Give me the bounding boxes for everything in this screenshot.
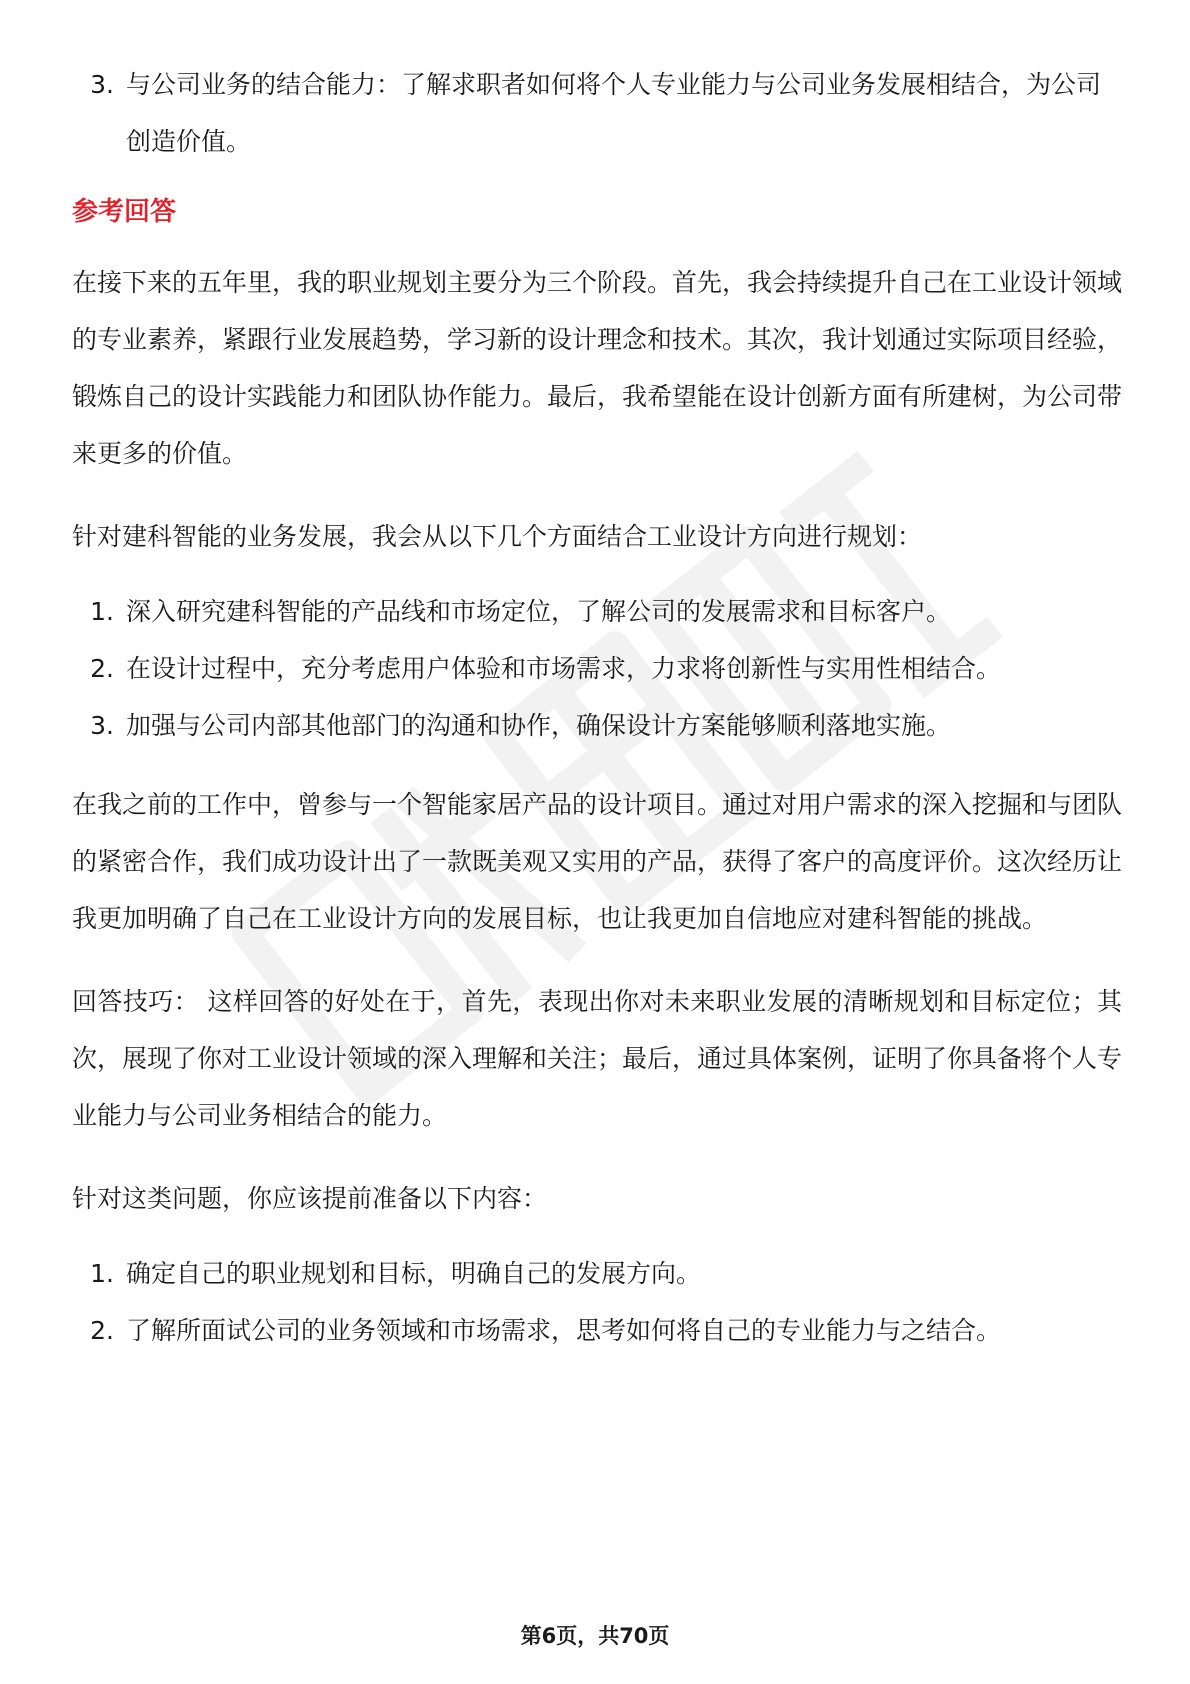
plan-list [72, 583, 1122, 754]
list-text: 与公司业务的结合能力：了解求职者如何将个人专业能力与公司业务发展相结合，为公司创造价值。 [126, 70, 1102, 156]
list-item [72, 640, 1122, 697]
list-text: 了解所面试公司的业务领域和市场需求，思考如何将自己的专业能力与之结合。 [126, 1316, 1002, 1345]
top-list [72, 56, 1122, 170]
list-item [72, 697, 1122, 754]
list-number: 1. [90, 597, 114, 626]
list-number: 2. [90, 1316, 114, 1345]
section-heading: 参考回答 [72, 197, 177, 227]
list-text: 在设计过程中，充分考虑用户体验和市场需求，力求将创新性与实用性相结合。 [126, 654, 1002, 683]
list-number: 3. [90, 711, 114, 740]
answer-paragraph: 在接下来的五年里，我的职业规划主要分为三个阶段。首先，我会持续提升自己在工业设计领域的专业素养，紧跟行业发展趋势，学习新的设计理念和技术。其次，我计划通过实际项目经验，锻炼自己的设计实践能力和团队协作能力。最后，我希望能在设计创新方面有所建树，为公司带来更多的价值。 [72, 268, 1123, 468]
plan-intro-paragraph: 针对建科智能的业务发展，我会从以下几个方面结合工业设计方向进行规划： [72, 522, 923, 551]
list-text: 加强与公司内部其他部门的沟通和协作，确保设计方案能够顺利落地实施。 [126, 711, 952, 740]
experience-paragraph: 在我之前的工作中，曾参与一个智能家居产品的设计项目。通过对用户需求的深入挖掘和与团队的紧密合作，我们成功设计出了一款既美观又实用的产品，获得了客户的高度评价。这次经历让我更加明确了自己在工业设计方向的发展目标，也让我更加自信地应对建科智能的挑战。 [72, 790, 1123, 933]
list-number: 2. [90, 654, 114, 683]
prep-list [72, 1245, 1122, 1359]
tips-paragraph: 回答技巧： 这样回答的好处在于，首先，表现出你对未来职业发展的清晰规划和目标定位；其次，展现了你对工业设计领域的深入理解和关注；最后，通过具体案例，证明了你具备将个人专业能力与公司业务相结合的能力。 [72, 987, 1123, 1130]
prep-intro-paragraph: 针对这类问题，你应该提前准备以下内容： [72, 1184, 548, 1213]
list-item [72, 1245, 1122, 1302]
list-item [72, 1302, 1122, 1359]
list-text: 深入研究建科智能的产品线和市场定位，了解公司的发展需求和目标客户。 [126, 597, 952, 626]
list-item [72, 583, 1122, 640]
page-footer: 第6页，共70页 [520, 1624, 670, 1648]
list-number: 3. [90, 70, 114, 99]
list-text: 确定自己的职业规划和目标，明确自己的发展方向。 [126, 1259, 702, 1288]
list-number: 1. [90, 1259, 114, 1288]
page-content [72, 56, 1122, 1359]
list-item [72, 56, 1122, 170]
